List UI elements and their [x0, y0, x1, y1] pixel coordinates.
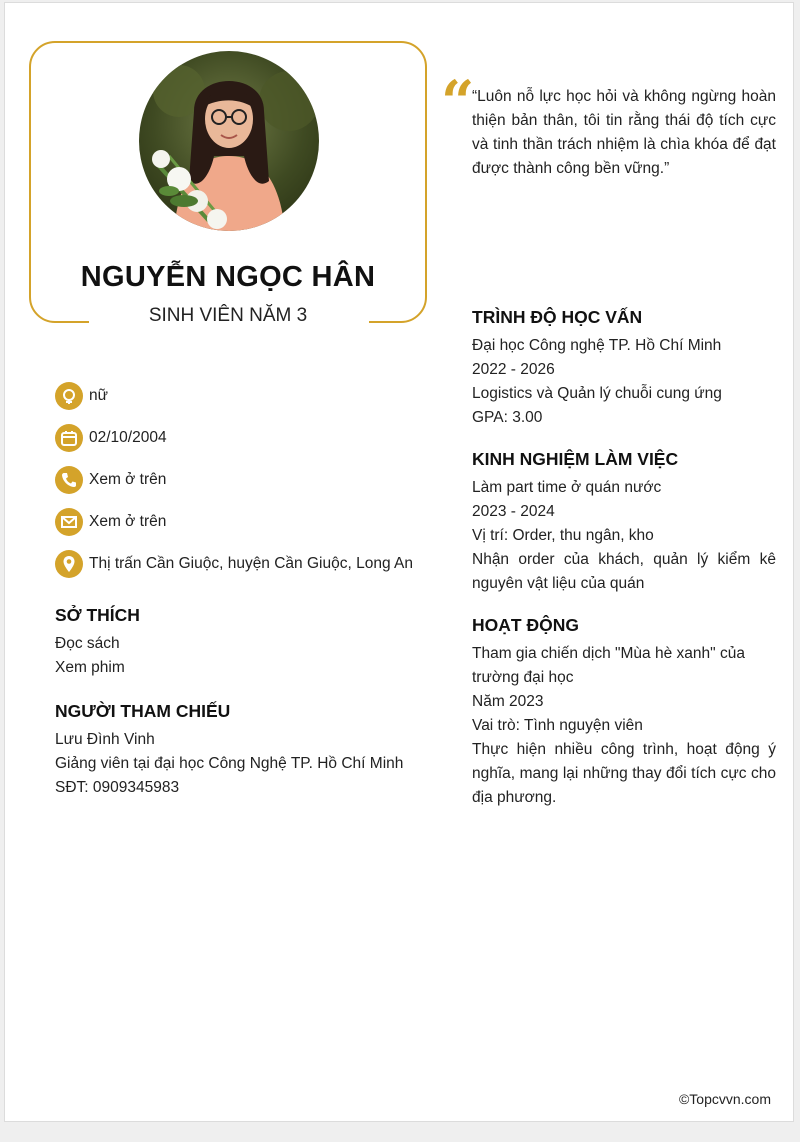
reference-phone: SĐT: 0909345983: [55, 779, 180, 796]
phone-value: Xem ở trên: [89, 471, 167, 488]
hobby-item: Đọc sách: [55, 635, 120, 652]
gender-icon: [55, 382, 83, 410]
copyright: ©Topcvvn.com: [678, 1091, 771, 1107]
birthday-value: 02/10/2004: [89, 429, 167, 446]
phone-icon: [55, 466, 83, 494]
hobby-item: Xem phim: [55, 659, 125, 676]
experience-period: 2023 - 2024: [472, 503, 555, 520]
full-name: NGUYỄN NGỌC HÂN: [80, 261, 376, 293]
contact-phone: [55, 459, 435, 501]
contact-gender: [55, 375, 435, 417]
avatar: [139, 51, 319, 231]
contact-birthday: [55, 417, 435, 459]
activity-description: Thực hiện nhiều công trình, hoạt động ý nghĩa, mang lại những thay đổi tích cực cho địa phương.: [472, 741, 776, 806]
email-icon: [55, 508, 83, 536]
education-major: Logistics và Quản lý chuỗi cung ứng: [472, 385, 722, 402]
activity-year: Năm 2023: [472, 693, 544, 710]
education-gpa: GPA: 3.00: [472, 409, 543, 426]
activities-body: [472, 642, 776, 810]
education-school: Đại học Công nghệ TP. Hồ Chí Minh: [472, 337, 722, 354]
education-title: TRÌNH ĐỘ HỌC VẤN: [472, 307, 643, 327]
activity-role: Vai trò: Tình nguyện viên: [472, 717, 643, 734]
hobbies-title: SỞ THÍCH: [55, 605, 140, 625]
experience-title: KINH NGHIỆM LÀM VIỆC: [472, 449, 679, 469]
email-value: Xem ở trên: [89, 513, 167, 530]
reference-title: NGƯỜI THAM CHIẾU: [55, 701, 231, 721]
experience-job: Làm part time ở quán nước: [472, 479, 662, 496]
quote-mark-icon: “: [441, 68, 475, 136]
gender-value: nữ: [89, 387, 108, 404]
address-value: Thị trấn Cần Giuộc, huyện Cần Giuộc, Long An: [89, 555, 413, 572]
job-title: SINH VIÊN NĂM 3: [148, 305, 308, 326]
education-period: 2022 - 2026: [472, 361, 555, 378]
experience-position: Vị trí: Order, thu ngân, kho: [472, 527, 654, 544]
contact-email: [55, 501, 435, 543]
contact-list: [55, 375, 435, 585]
reference-position: Giảng viên tại đại học Công Nghệ TP. Hồ Chí Minh: [55, 755, 404, 772]
quote-text: “Luôn nỗ lực học hỏi và không ngừng hoàn thiện bản thân, tôi tin rằng thái độ tích cực và tinh thần trách nhiệm là chìa khóa để đạt được thành công bền vững.”: [472, 88, 776, 177]
calendar-icon: [55, 424, 83, 452]
reference-body: [55, 728, 435, 800]
activities-title: HOẠT ĐỘNG: [472, 615, 579, 635]
avatar-photo: [139, 51, 319, 231]
reference-name: Lưu Đình Vinh: [55, 731, 155, 748]
hobbies-list: [55, 632, 425, 680]
location-pin-icon: [55, 550, 83, 578]
cv-page: [4, 2, 794, 1122]
contact-address: [55, 543, 435, 585]
experience-body: [472, 476, 776, 596]
experience-description: Nhận order của khách, quản lý kiểm kê nguyên vật liệu của quán: [472, 551, 776, 592]
education-body: [472, 334, 776, 430]
activity-name: Tham gia chiến dịch "Mùa hè xanh" của trường đại học: [472, 645, 745, 686]
